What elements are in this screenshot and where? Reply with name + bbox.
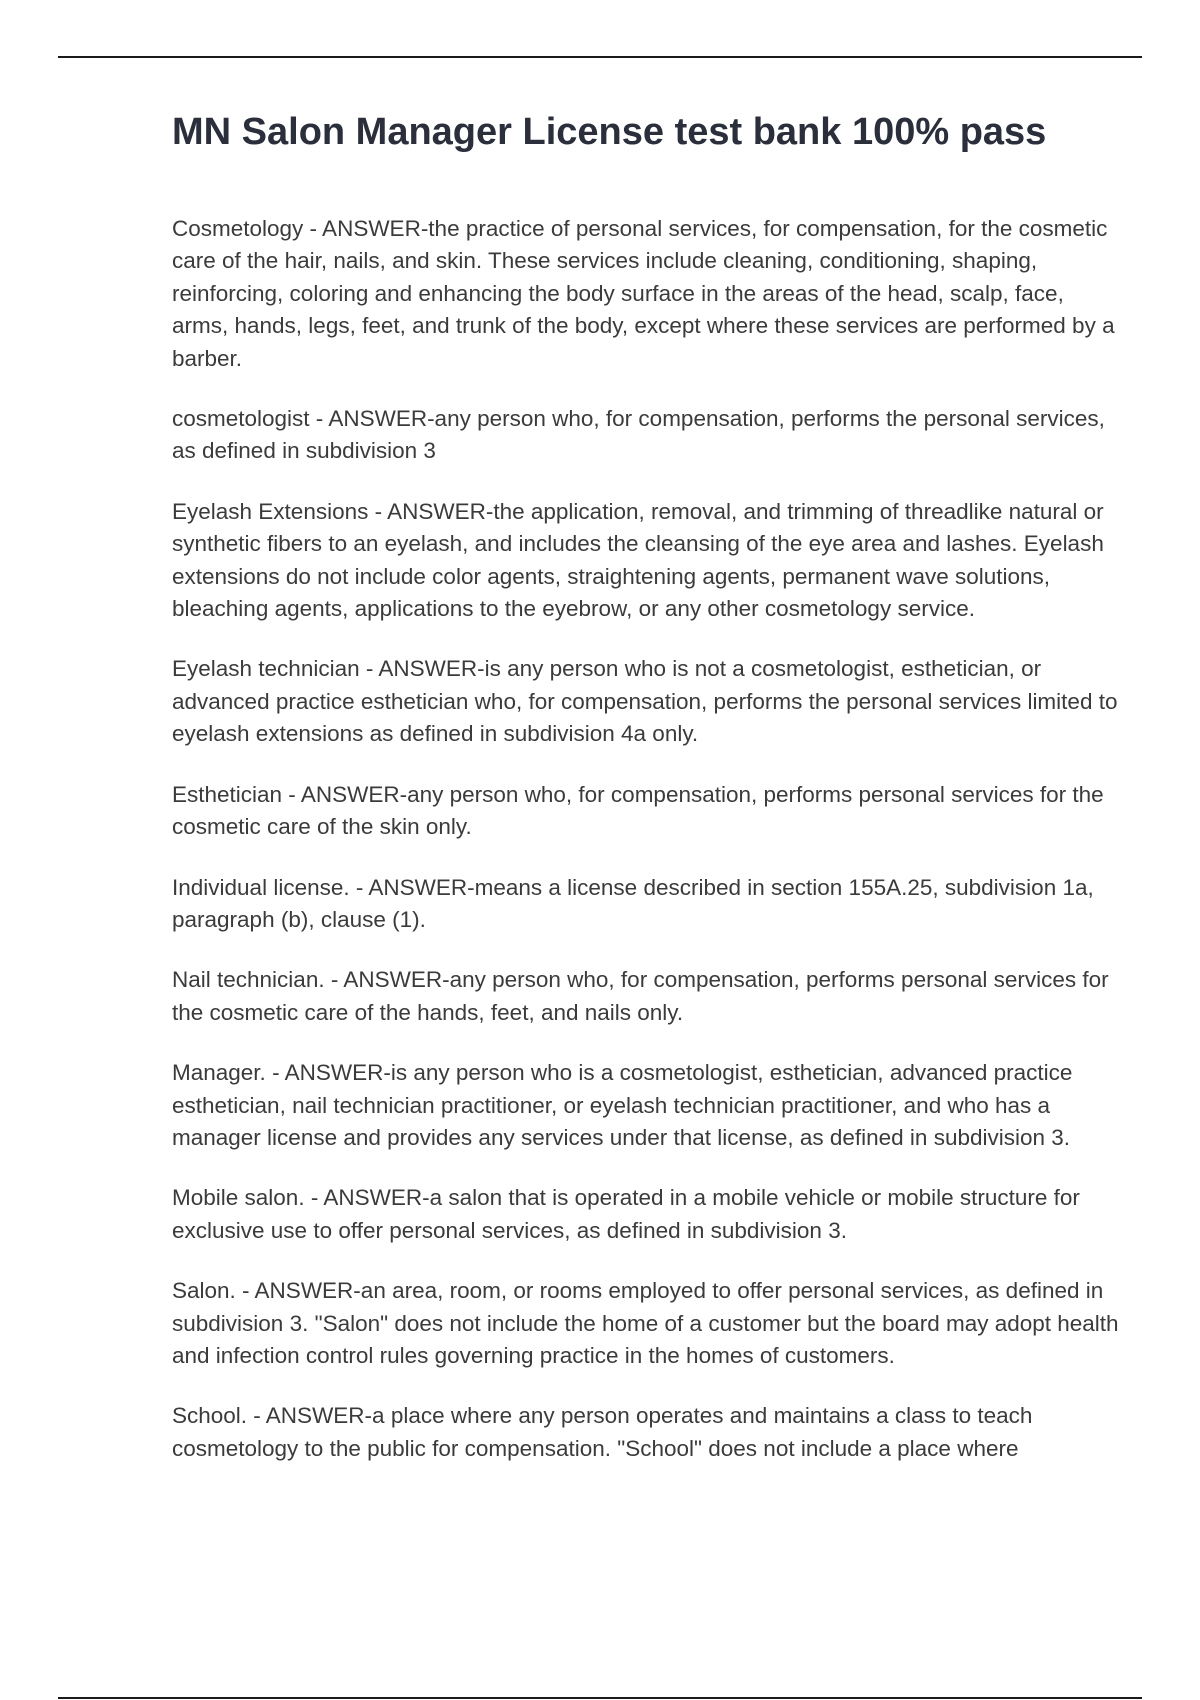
bottom-divider — [58, 1697, 1142, 1699]
definition-entry: Eyelash Extensions - ANSWER-the application, removal, and trimming of threadlike natural or synthetic fibers to an eyelash, and includes the cleansing of the eye area and lashes. Eyelash extensions do not include color agents, straightening agents, permanent wave solutions, bleaching agents, applications to the eyebrow, or any other cosmetology service. — [172, 498, 1104, 622]
definition-entry: cosmetologist - ANSWER-any person who, for compensation, performs the personal services, as defined in subdivision 3 — [172, 406, 1105, 464]
definition-entry: Manager. - ANSWER-is any person who is a cosmetologist, esthetician, advanced practice esthetician, nail technician practitioner, or eyelash technician practitioner, and who has a manager license and provides any services under that license, as defined in subdivision 3. — [172, 1060, 1073, 1150]
definition-entry: School. - ANSWER-a place where any person operates and maintains a class to teach cosmetology to the public for compensation. "School" does not include a place where — [172, 1403, 1033, 1461]
definition-entry: Nail technician. - ANSWER-any person who, for compensation, performs personal services for the cosmetic care of the hands, feet, and nails only. — [172, 967, 1109, 1025]
document-title: MN Salon Manager License test bank 100% pass — [172, 111, 1047, 153]
definition-entry: Individual license. - ANSWER-means a license described in section 155A.25, subdivision 1a, paragraph (b), clause (1). — [172, 874, 1094, 932]
definition-entry: Eyelash technician - ANSWER-is any person who is not a cosmetologist, esthetician, or advanced practice esthetician who, for compensation, performs the personal services limited to eyelash extensions as defined in subdivision 4a only. — [172, 656, 1118, 747]
definition-entry: Mobile salon. - ANSWER-a salon that is operated in a mobile vehicle or mobile structure for exclusive use to offer personal services, as defined in subdivision 3. — [172, 1185, 1080, 1243]
top-divider — [58, 56, 1142, 58]
definition-entry: Esthetician - ANSWER-any person who, for compensation, performs personal services for the cosmetic care of the skin only. — [172, 781, 1104, 840]
definition-list — [172, 213, 1122, 1493]
definition-entry: Cosmetology - ANSWER-the practice of personal services, for compensation, for the cosmetic care of the hair, nails, and skin. These services include cleaning, conditioning, shaping, reinforcing, coloring and enhancing the body surface in the areas of the head, scalp, face, arms, hands, legs, feet, and trunk of the body, except where these services are performed by a barber. — [172, 216, 1115, 371]
definition-entry: Salon. - ANSWER-an area, room, or rooms employed to offer personal services, as defined in subdivision 3. "Salon" does not include the home of a customer but the board may adopt health and infection control rules governing practice in the homes of customers. — [172, 1278, 1119, 1368]
